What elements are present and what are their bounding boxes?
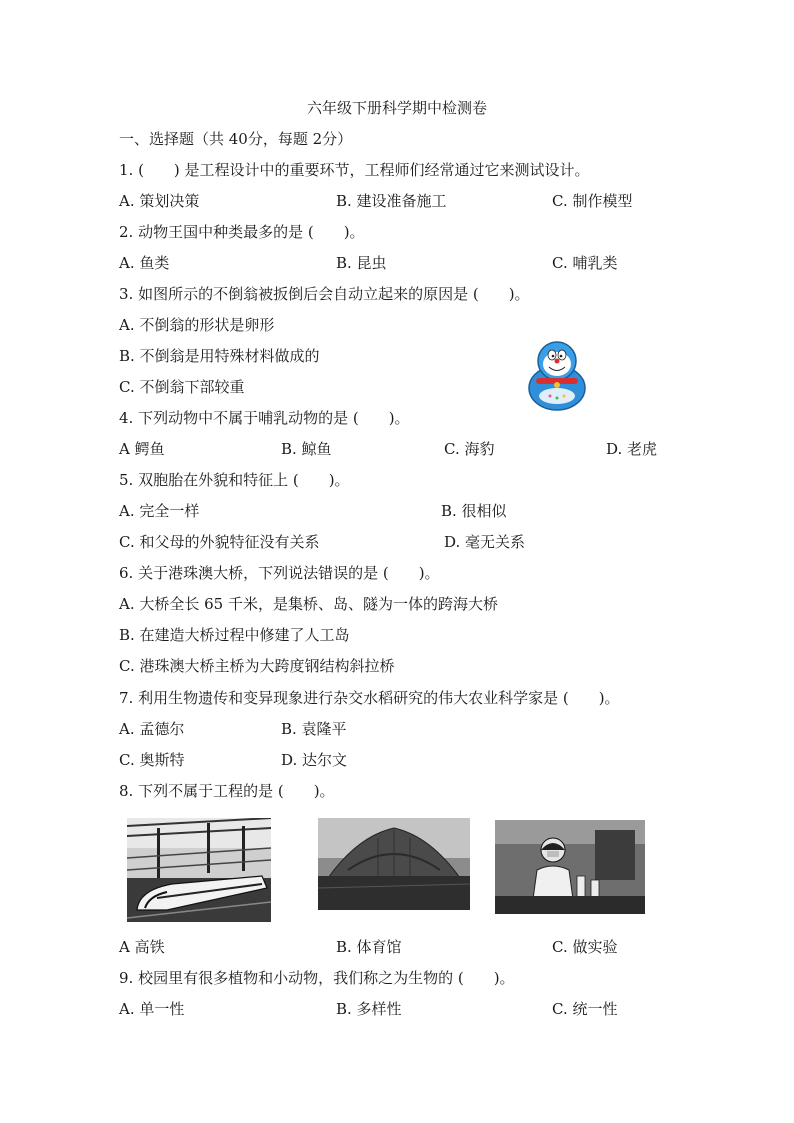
question-5-option-a: A. 完全一样 (119, 502, 200, 520)
question-9-stem: 9. 校园里有很多植物和小动物，我们称之为生物的 ( )。 (119, 969, 515, 987)
question-4-option-d: D. 老虎 (606, 440, 658, 458)
question-6-option-a: A. 大桥全长 65 千米，是集桥、岛、隧为一体的跨海大桥 (119, 595, 498, 613)
question-3-option-c: C. 不倒翁下部较重 (119, 378, 245, 396)
page-title: 六年级下册科学期中检测卷 (306, 99, 487, 117)
question-2-option-a: A. 鱼类 (119, 254, 170, 272)
question-8-option-c: C. 做实验 (552, 938, 618, 956)
stadium-image (318, 818, 470, 910)
question-5-stem: 5. 双胞胎在外貌和特征上 ( )。 (119, 471, 350, 489)
question-8-option-a: A 高铁 (119, 938, 165, 956)
question-9-option-c: C. 统一性 (552, 1000, 618, 1018)
question-7-stem: 7. 利用生物遗传和变异现象进行杂交水稻研究的伟大农业科学家是 ( )。 (119, 689, 620, 707)
section-heading: 一、选择题（共 40分，每题 2分） (119, 130, 353, 148)
question-3-option-a: A. 不倒翁的形状是卵形 (119, 316, 275, 334)
question-7-option-c: C. 奥斯特 (119, 751, 185, 769)
question-5-option-b: B. 很相似 (441, 502, 507, 520)
question-7-option-d: D. 达尔文 (281, 751, 348, 769)
question-1-stem: 1. ( ) 是工程设计中的重要环节，工程师们经常通过它来测试设计。 (119, 161, 590, 179)
question-8-stem: 8. 下列不属于工程的是 ( )。 (119, 782, 335, 800)
question-4-option-c: C. 海豹 (444, 440, 495, 458)
question-2-option-b: B. 昆虫 (336, 254, 387, 272)
question-2-stem: 2. 动物王国中种类最多的是 ( )。 (119, 223, 365, 241)
question-7-option-a: A. 孟德尔 (119, 720, 185, 738)
question-6-option-c: C. 港珠澳大桥主桥为大跨度钢结构斜拉桥 (119, 657, 395, 675)
question-6-stem: 6. 关于港珠澳大桥，下列说法错误的是 ( )。 (119, 564, 440, 582)
question-1-option-c: C. 制作模型 (552, 192, 633, 210)
question-9-option-a: A. 单一性 (119, 1000, 185, 1018)
question-3-stem: 3. 如图所示的不倒翁被扳倒后会自动立起来的原因是 ( )。 (119, 285, 530, 303)
question-4-stem: 4. 下列动物中不属于哺乳动物的是 ( )。 (119, 409, 410, 427)
question-9-option-b: B. 多样性 (336, 1000, 402, 1018)
question-2-option-c: C. 哺乳类 (552, 254, 618, 272)
high-speed-rail-image (127, 818, 271, 922)
experiment-image (495, 820, 645, 914)
question-5-option-d: D. 毫无关系 (444, 533, 526, 551)
question-3-option-b: B. 不倒翁是用特殊材料做成的 (119, 347, 320, 365)
question-4-option-a: A 鳄鱼 (119, 440, 165, 458)
question-1-option-a: A. 策划决策 (119, 192, 200, 210)
question-1-option-b: B. 建设准备施工 (336, 192, 447, 210)
question-6-option-b: B. 在建造大桥过程中修建了人工岛 (119, 626, 350, 644)
tumbler-toy-image (524, 338, 590, 412)
question-4-option-b: B. 鲸鱼 (281, 440, 332, 458)
question-7-option-b: B. 袁隆平 (281, 720, 347, 738)
question-5-option-c: C. 和父母的外貌特征没有关系 (119, 533, 320, 551)
question-8-option-b: B. 体育馆 (336, 938, 402, 956)
